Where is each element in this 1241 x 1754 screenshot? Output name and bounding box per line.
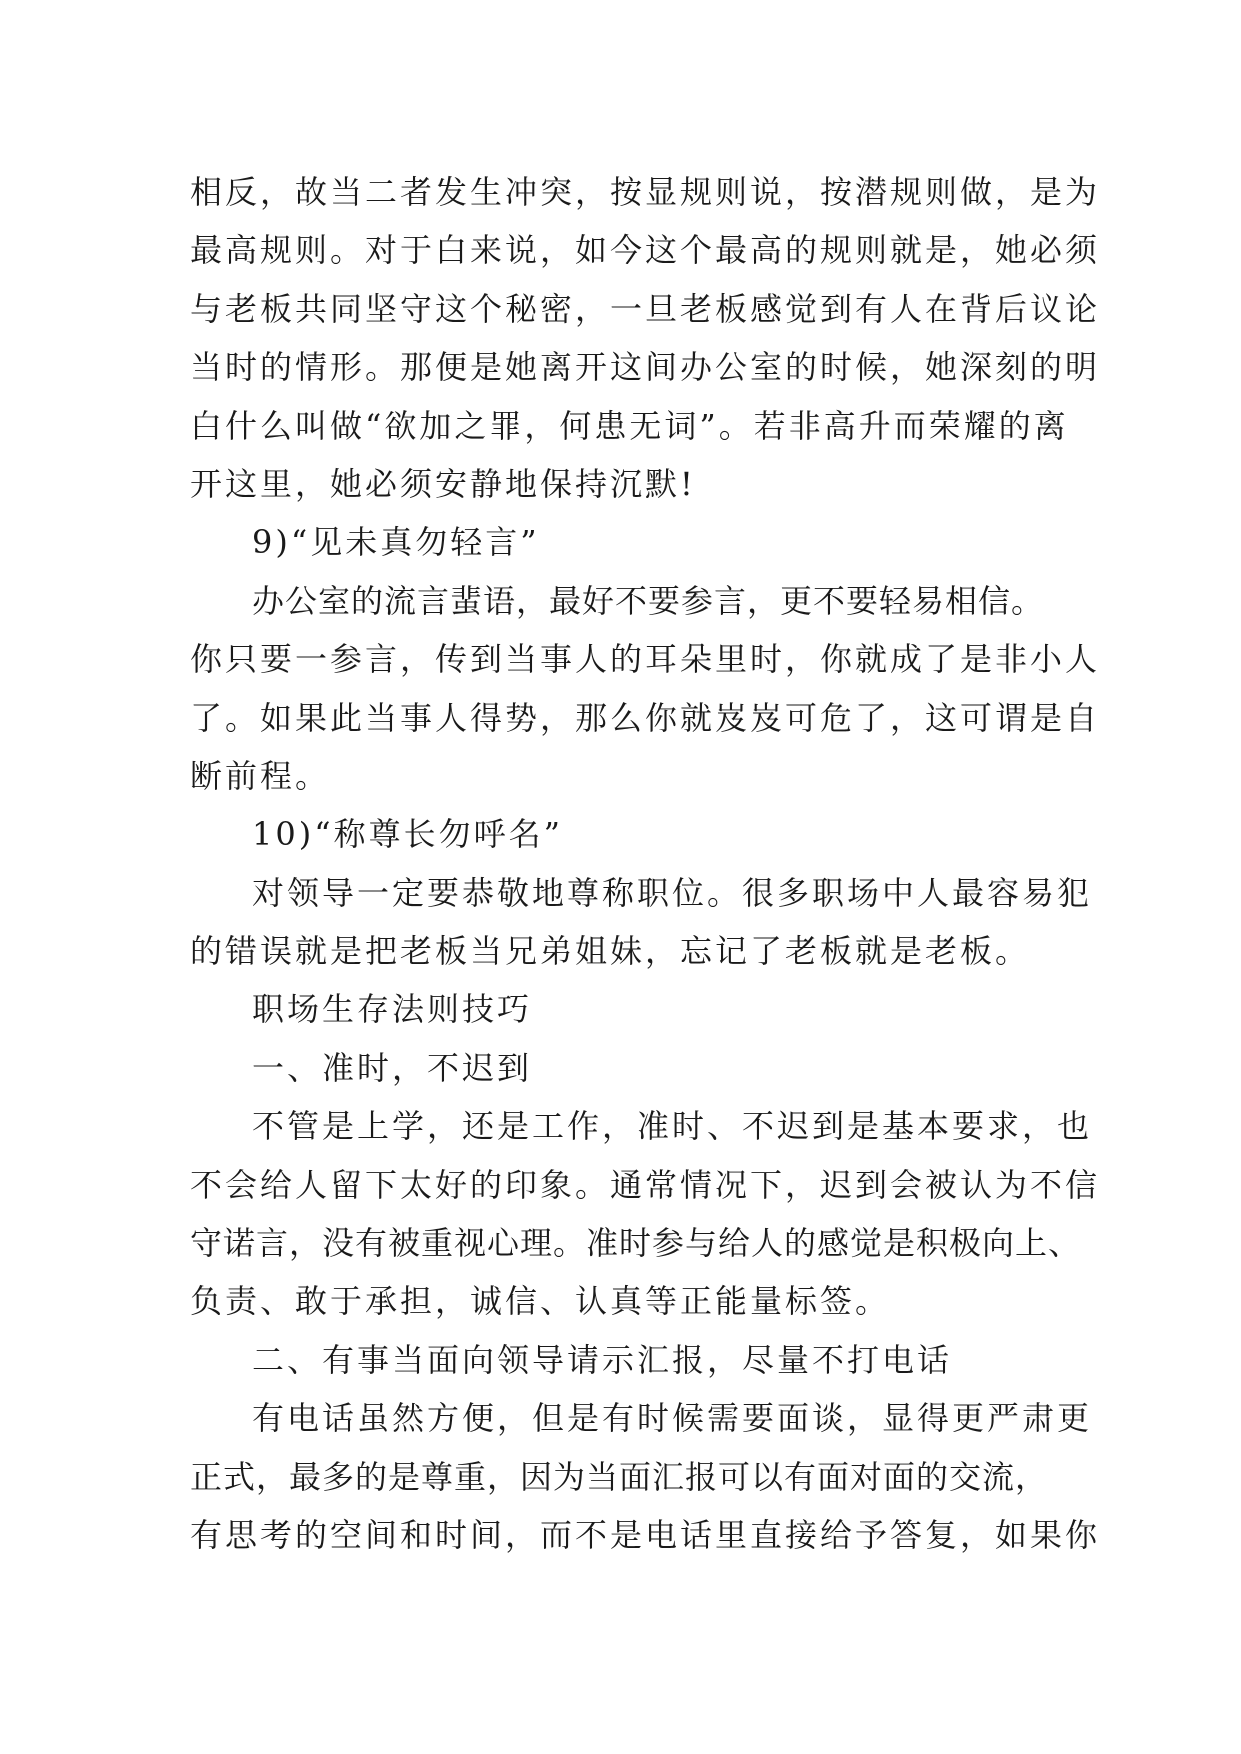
text-line: 有电话虽然方便，但是有时候需要面谈，显得更严肃更 — [252, 1399, 1093, 1438]
section-heading: 二、有事当面向领导请示汇报，尽量不打电话 — [252, 1340, 953, 1379]
text-line: 你只要一参言，传到当事人的耳朵里时，你就成了是非小人 — [190, 640, 1101, 679]
text-line: 对领导一定要恭敬地尊称职位。很多职场中人最容易犯 — [252, 873, 1093, 912]
text-line: 断前程。 — [190, 756, 331, 795]
document-body — [190, 163, 1101, 1564]
text-line: 办公室的流言蜚语，最好不要参言，更不要轻易相信。 — [252, 581, 1045, 620]
text-line: 有思考的空间和时间，而不是电话里直接给予答复，如果你 — [190, 1515, 1101, 1554]
text-line: 相反，故当二者发生冲突，按显规则说，按潜规则做，是为 — [190, 173, 1101, 211]
text-line: 不管是上学，还是工作，准时、不迟到是基本要求，也 — [252, 1107, 1093, 1146]
section-heading: 9)“见未真勿轻言” — [252, 523, 540, 562]
text-line: 的错误就是把老板当兄弟姐妹，忘记了老板就是老板。 — [190, 932, 1031, 971]
section-heading: 10)“称尊长勿呼名” — [252, 815, 563, 854]
text-line: 当时的情形。那便是她离开这间办公室的时候，她深刻的明 — [190, 348, 1101, 387]
text-line: 了。如果此当事人得势，那么你就岌岌可危了，这可谓是自 — [190, 698, 1101, 737]
text-line: 最高规则。对于白来说，如今这个最高的规则就是，她必须 — [190, 231, 1101, 270]
section-heading: 一、准时，不迟到 — [252, 1048, 533, 1087]
text-line: 负责、敢于承担，诚信、认真等正能量标签。 — [190, 1282, 891, 1321]
text-line: 白什么叫做“欲加之罪，何患无词”。若非高升而荣耀的离 — [190, 406, 1069, 445]
text-line: 不会给人留下太好的印象。通常情况下，迟到会被认为不信 — [190, 1165, 1101, 1204]
text-line: 正式，最多的是尊重，因为当面汇报可以有面对面的交流， — [190, 1457, 1049, 1496]
text-line: 开这里，她必须安静地保持沉默! — [190, 464, 696, 503]
text-line: 守诺言，没有被重视心理。准时参与给人的感觉是积极向上、 — [190, 1224, 1082, 1263]
text-line: 与老板共同坚守这个秘密，一旦老板感觉到有人在背后议论 — [190, 289, 1101, 328]
section-heading: 职场生存法则技巧 — [252, 990, 533, 1029]
